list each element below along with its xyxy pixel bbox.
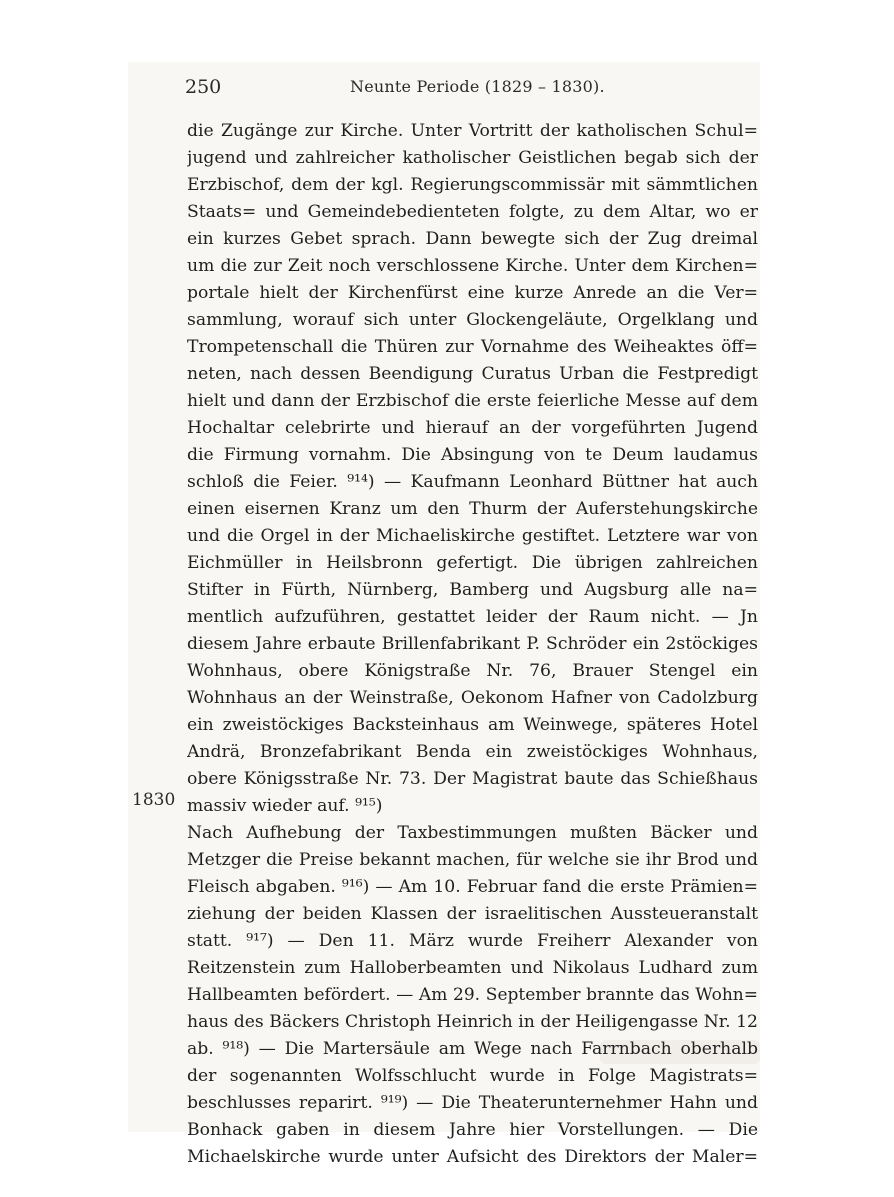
margin-year-marker: 1830 xyxy=(132,790,176,810)
text-line: Hochaltar celebrirte und hierauf an der vorgeführten Jugend xyxy=(187,418,758,438)
text-line: der sogenannten Wolfsschlucht wurde in Folge Magistrats= xyxy=(187,1066,758,1086)
text-line: die Zugänge zur Kirche. Unter Vortritt der katholischen Schul= xyxy=(187,121,758,141)
text-line: Fleisch abgaben. ⁹¹⁶) — Am 10. Februar fand die erste Prämien= xyxy=(187,877,758,897)
text-line: Erzbischof, dem der kgl. Regierungscommissär mit sämmtlichen xyxy=(187,175,758,195)
text-line: ziehung der beiden Klassen der israelitischen Aussteueranstalt xyxy=(187,904,758,924)
text-line: ein kurzes Gebet sprach. Dann bewegte sich der Zug dreimal xyxy=(187,229,758,249)
text-line: mentlich aufzuführen, gestattet leider der Raum nicht. — Jn xyxy=(187,607,758,627)
text-line: sammlung, worauf sich unter Glockengeläute, Orgelklang und xyxy=(187,310,758,330)
text-line: und die Orgel in der Michaeliskirche gestiftet. Letztere war von xyxy=(187,526,758,546)
text-line: Metzger die Preise bekannt machen, für welche sie ihr Brod und xyxy=(187,850,758,870)
body-text xyxy=(187,118,758,1171)
text-line: Wohnhaus, obere Königstraße Nr. 76, Brauer Stengel ein xyxy=(187,661,758,681)
text-line: massiv wieder auf. ⁹¹⁵) xyxy=(187,796,383,816)
text-line: Eichmüller in Heilsbronn gefertigt. Die übrigen zahlreichen xyxy=(187,553,758,573)
text-line: beschlusses reparirt. ⁹¹⁹) — Die Theaterunternehmer Hahn und xyxy=(187,1093,758,1113)
text-line: einen eisernen Kranz um den Thurm der Auferstehungskirche xyxy=(187,499,758,519)
text-line: hielt und dann der Erzbischof die erste feierliche Messe auf dem xyxy=(187,391,758,411)
text-line: Hallbeamten befördert. — Am 29. September brannte das Wohn= xyxy=(187,985,758,1005)
text-line: ab. ⁹¹⁸) — Die Martersäule am Wege nach Farrnbach oberhalb xyxy=(187,1039,758,1059)
text-line: jugend und zahlreicher katholischer Geistlichen begab sich der xyxy=(187,148,758,168)
text-line: Stifter in Fürth, Nürnberg, Bamberg und Augsburg alle na= xyxy=(187,580,758,600)
text-line: schloß die Feier. ⁹¹⁴) — Kaufmann Leonhard Büttner hat auch xyxy=(187,472,758,492)
text-line: die Firmung vornahm. Die Absingung von te Deum laudamus xyxy=(187,445,758,465)
text-line: Trompetenschall die Thüren zur Vornahme des Weiheaktes öff= xyxy=(187,337,758,357)
text-line: neten, nach dessen Beendigung Curatus Urban die Festpredigt xyxy=(187,364,758,384)
text-line: ein zweistöckiges Backsteinhaus am Weinwege, späteres Hotel xyxy=(187,715,758,735)
text-line: Andrä, Bronzefabrikant Benda ein zweistöckiges Wohnhaus, xyxy=(187,742,758,762)
page-number: 250 xyxy=(185,76,222,98)
text-line: statt. ⁹¹⁷) — Den 11. März wurde Freiherr Alexander von xyxy=(187,931,758,951)
text-line: Bonhack gaben in diesem Jahre hier Vorstellungen. — Die xyxy=(187,1120,758,1140)
text-line: portale hielt der Kirchenfürst eine kurze Anrede an die Ver= xyxy=(187,283,758,303)
text-line: obere Königsstraße Nr. 73. Der Magistrat baute das Schießhaus xyxy=(187,769,758,789)
text-line: Nach Aufhebung der Taxbestimmungen mußten Bäcker und xyxy=(187,823,758,843)
text-line: Staats= und Gemeindebedienteten folgte, zu dem Altar, wo er xyxy=(187,202,758,222)
text-line: haus des Bäckers Christoph Heinrich in der Heiligengasse Nr. 12 xyxy=(187,1012,758,1032)
text-line: diesem Jahre erbaute Brillenfabrikant P. Schröder ein 2stöckiges xyxy=(187,634,758,654)
running-head: Neunte Periode (1829 – 1830). xyxy=(350,77,605,96)
page-header xyxy=(185,76,760,100)
text-line: um die zur Zeit noch verschlossene Kirche. Unter dem Kirchen= xyxy=(187,256,758,276)
text-line: Wohnhaus an der Weinstraße, Oekonom Hafner von Cadolzburg xyxy=(187,688,758,708)
text-line: Reitzenstein zum Halloberbeamten und Nikolaus Ludhard zum xyxy=(187,958,758,978)
text-line: Michaelskirche wurde unter Aufsicht des Direktors der Maler= xyxy=(187,1147,758,1167)
